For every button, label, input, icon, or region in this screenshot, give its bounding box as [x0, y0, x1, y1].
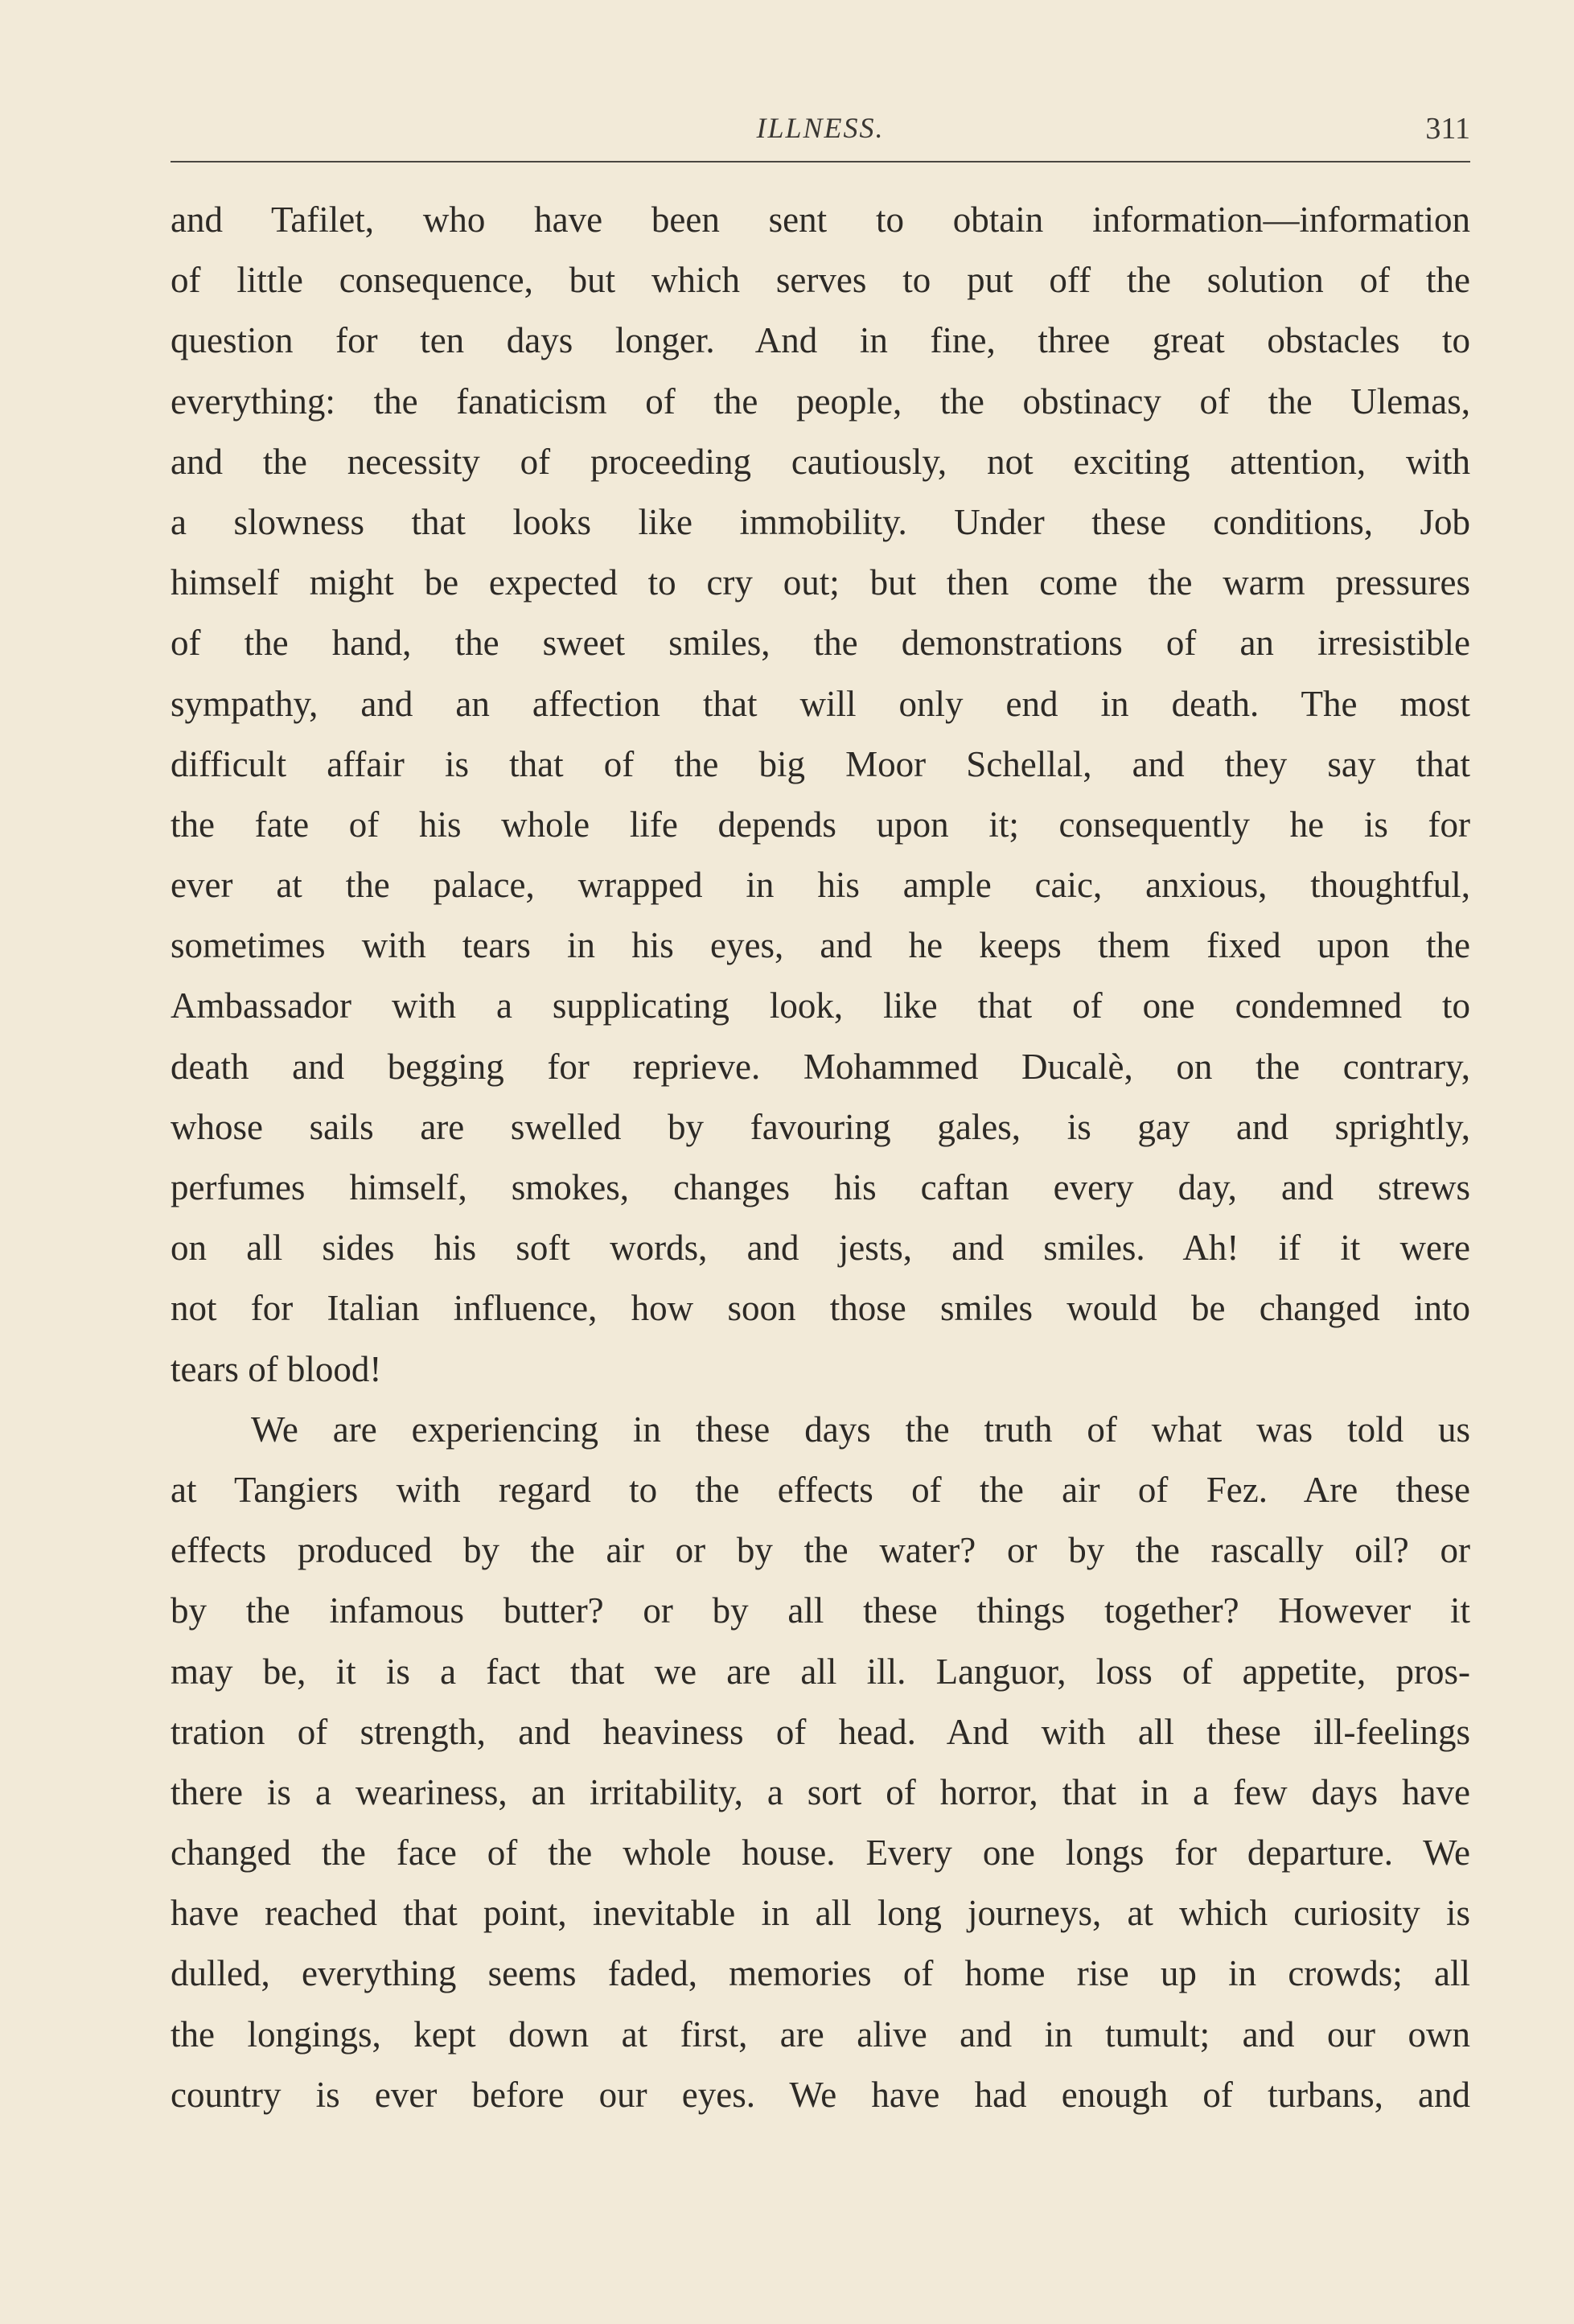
- text-line: sometimes with tears in his eyes, and he keeps them fixed upon the: [171, 925, 1470, 966]
- text-line: tration of strength, and heaviness of head. And with all these ill-feelings: [171, 1711, 1470, 1752]
- text-line: of the hand, the sweet smiles, the demonstrations of an irresistible: [171, 623, 1470, 664]
- text-line: country is ever before our eyes. We have had enough of turbans, and: [171, 2074, 1470, 2115]
- text-line: effects produced by the air or by the water? or by the rascally oil? or: [171, 1530, 1470, 1571]
- running-head: [171, 105, 1470, 153]
- text-line: and Tafilet, who have been sent to obtain information—information: [171, 199, 1470, 240]
- text-line: whose sails are swelled by favouring gales, is gay and sprightly,: [171, 1106, 1470, 1147]
- text-line: and the necessity of proceeding cautiously, not exciting attention, with: [171, 441, 1470, 482]
- text-line: not for Italian influence, how soon those smiles would be changed into: [171, 1288, 1470, 1329]
- text-line: death and begging for reprieve. Mohammed Ducalè, on the contrary,: [171, 1046, 1470, 1087]
- text-line: the fate of his whole life depends upon it; consequently he is for: [171, 804, 1470, 845]
- text-line: there is a weariness, an irritability, a sort of horror, that in a few days have: [171, 1771, 1470, 1812]
- text-line: ever at the palace, wrapped in his ample caic, anxious, thoughtful,: [171, 865, 1470, 906]
- text-line: dulled, everything seems faded, memories of home rise up in crowds; all: [171, 1953, 1470, 1994]
- text-line: everything: the fanaticism of the people, the obstinacy of the Ulemas,: [171, 380, 1470, 422]
- text-line: a slowness that looks like immobility. Under these conditions, Job: [171, 501, 1470, 542]
- text-line: Ambassador with a supplicating look, like that of one condemned to: [171, 985, 1470, 1026]
- header-rule: [171, 161, 1470, 162]
- text-line: difficult affair is that of the big Moor Schellal, and they say that: [171, 743, 1470, 784]
- text-line: the longings, kept down at first, are alive and in tumult; and our own: [171, 2013, 1470, 2055]
- text-line: on all sides his soft words, and jests, and smiles. Ah! if it were: [171, 1228, 1470, 1269]
- text-line: by the infamous butter? or by all these things together? However it: [171, 1590, 1470, 1631]
- paragraph-end-line: tears of blood!: [171, 1348, 382, 1389]
- running-title: ILLNESS.: [756, 112, 885, 144]
- text-line: question for ten days longer. And in fine, three great obstacles to: [171, 320, 1470, 361]
- page-number: 311: [1425, 112, 1470, 146]
- text-line: have reached that point, inevitable in all long journeys, at which curiosity is: [171, 1893, 1470, 1934]
- text-line: changed the face of the whole house. Every one longs for departure. We: [171, 1832, 1470, 1874]
- text-line: sympathy, and an affection that will only end in death. The most: [171, 683, 1470, 724]
- text-line: perfumes himself, smokes, changes his caftan every day, and strews: [171, 1167, 1470, 1207]
- text-line: of little consequence, but which serves to put off the solution of the: [171, 260, 1470, 301]
- body-text: [171, 190, 1470, 2125]
- paragraph-start-line: We are experiencing in these days the truth of what was told us: [251, 1409, 1470, 1450]
- text-line: himself might be expected to cry out; but then come the warm pressures: [171, 562, 1470, 603]
- text-line: may be, it is a fact that we are all ill. Languor, loss of appetite, pros-: [171, 1651, 1470, 1692]
- text-line: at Tangiers with regard to the effects of the air of Fez. Are these: [171, 1469, 1470, 1510]
